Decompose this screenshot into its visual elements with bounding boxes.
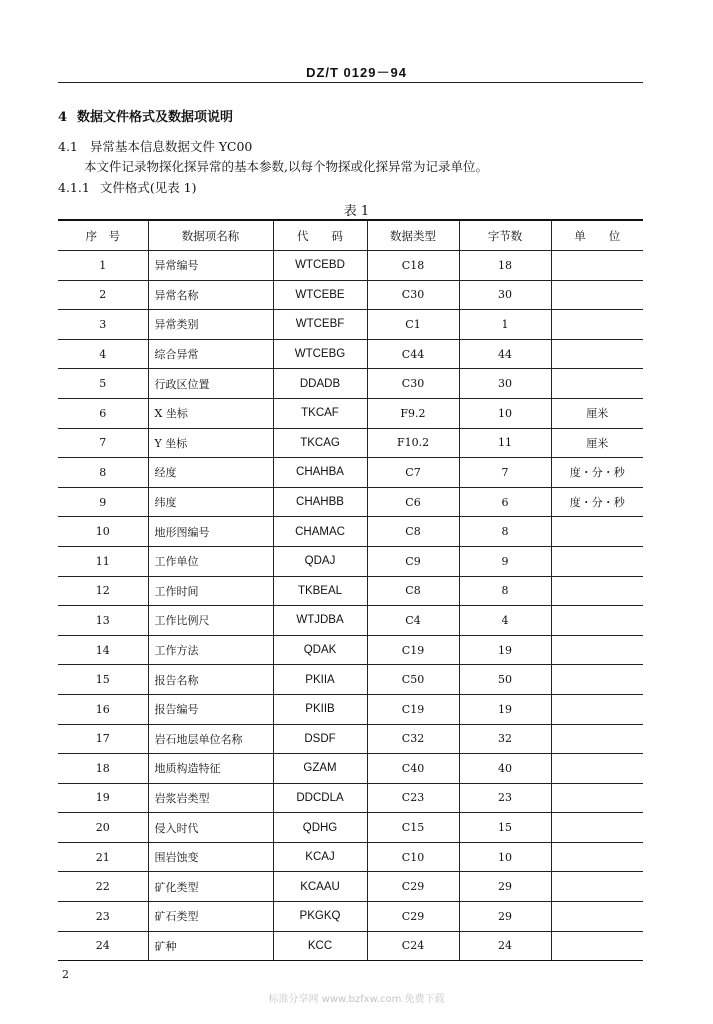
table-row — [58, 369, 643, 399]
cell-bytes: 29 — [459, 872, 551, 902]
table-caption: 表 1 — [343, 204, 370, 219]
cell-item-name: 工作比例尺 — [148, 606, 273, 636]
section-number: 4 — [58, 110, 68, 125]
cell-item-name: 地形图编号 — [148, 517, 273, 547]
cell-seq: 22 — [58, 872, 148, 902]
cell-bytes: 44 — [459, 339, 551, 369]
cell-code: DDCDLA — [273, 783, 367, 813]
cell-data-type: C24 — [367, 931, 459, 961]
cell-unit — [551, 694, 643, 724]
cell-code: KCAJ — [273, 842, 367, 872]
cell-data-type: C32 — [367, 724, 459, 754]
section-title: 文件格式(见表 1) — [99, 180, 197, 195]
cell-seq: 23 — [58, 902, 148, 932]
page-number: 2 — [62, 968, 69, 981]
table-row — [58, 339, 643, 369]
cell-bytes: 6 — [459, 487, 551, 517]
cell-unit — [551, 606, 643, 636]
cell-data-type: C29 — [367, 902, 459, 932]
cell-data-type: F9.2 — [367, 398, 459, 428]
cell-item-name: 异常名称 — [148, 280, 273, 310]
cell-unit — [551, 902, 643, 932]
cell-data-type: C8 — [367, 576, 459, 606]
cell-unit — [551, 546, 643, 576]
column-header: 代 码 — [273, 220, 367, 251]
header-rule — [58, 82, 643, 83]
table-row — [58, 280, 643, 310]
cell-code: TKCAG — [273, 428, 367, 458]
cell-unit — [551, 339, 643, 369]
cell-bytes: 10 — [459, 842, 551, 872]
cell-unit: 厘米 — [551, 428, 643, 458]
standard-code: DZ/T 0129－94 — [306, 65, 407, 80]
cell-code: KCAAU — [273, 872, 367, 902]
cell-bytes: 15 — [459, 813, 551, 843]
table-row — [58, 576, 643, 606]
cell-data-type: C23 — [367, 783, 459, 813]
cell-item-name: 报告名称 — [148, 665, 273, 695]
cell-bytes: 19 — [459, 694, 551, 724]
cell-code: CHAHBA — [273, 458, 367, 488]
cell-unit — [551, 635, 643, 665]
table-row — [58, 902, 643, 932]
cell-bytes: 32 — [459, 724, 551, 754]
cell-unit — [551, 872, 643, 902]
cell-item-name: 综合异常 — [148, 339, 273, 369]
cell-unit — [551, 576, 643, 606]
cell-item-name: 岩浆岩类型 — [148, 783, 273, 813]
cell-code: WTCEBF — [273, 310, 367, 340]
cell-data-type: C29 — [367, 872, 459, 902]
cell-code: TKBEAL — [273, 576, 367, 606]
table-row — [58, 872, 643, 902]
section-number: 4.1 — [58, 139, 78, 154]
cell-seq: 17 — [58, 724, 148, 754]
cell-data-type: C44 — [367, 339, 459, 369]
cell-code: WTCEBG — [273, 339, 367, 369]
data-format-table — [58, 219, 643, 961]
cell-data-type: C6 — [367, 487, 459, 517]
cell-item-name: 围岩蚀变 — [148, 842, 273, 872]
table-row — [58, 724, 643, 754]
table-row — [58, 487, 643, 517]
cell-item-name: Y 坐标 — [148, 428, 273, 458]
column-header: 数据类型 — [367, 220, 459, 251]
column-header: 单 位 — [551, 220, 643, 251]
cell-seq: 14 — [58, 635, 148, 665]
cell-bytes: 7 — [459, 458, 551, 488]
cell-data-type: C30 — [367, 369, 459, 399]
cell-seq: 12 — [58, 576, 148, 606]
cell-item-name: 侵入时代 — [148, 813, 273, 843]
cell-bytes: 23 — [459, 783, 551, 813]
table-row — [58, 694, 643, 724]
cell-seq: 4 — [58, 339, 148, 369]
table-row — [58, 398, 643, 428]
cell-bytes: 30 — [459, 280, 551, 310]
cell-item-name: 经度 — [148, 458, 273, 488]
cell-unit — [551, 783, 643, 813]
cell-bytes: 29 — [459, 902, 551, 932]
cell-seq: 9 — [58, 487, 148, 517]
cell-unit — [551, 251, 643, 281]
cell-unit — [551, 931, 643, 961]
cell-bytes: 1 — [459, 310, 551, 340]
cell-code: TKCAF — [273, 398, 367, 428]
cell-code: QDAK — [273, 635, 367, 665]
watermark: 标准分享网 www.bzfxw.com 免费下载 — [268, 994, 445, 1005]
section-title: 数据文件格式及数据项说明 — [77, 110, 234, 125]
cell-bytes: 11 — [459, 428, 551, 458]
cell-seq: 7 — [58, 428, 148, 458]
cell-unit: 度・分・秒 — [551, 458, 643, 488]
cell-bytes: 18 — [459, 251, 551, 281]
cell-unit — [551, 310, 643, 340]
table-body — [58, 251, 643, 961]
cell-data-type: C19 — [367, 635, 459, 665]
table-row — [58, 931, 643, 961]
cell-item-name: 岩石地层单位名称 — [148, 724, 273, 754]
cell-data-type: C10 — [367, 842, 459, 872]
cell-seq: 20 — [58, 813, 148, 843]
cell-unit — [551, 665, 643, 695]
cell-data-type: C30 — [367, 280, 459, 310]
cell-code: WTJDBA — [273, 606, 367, 636]
cell-seq: 8 — [58, 458, 148, 488]
cell-item-name: 纬度 — [148, 487, 273, 517]
cell-bytes: 9 — [459, 546, 551, 576]
cell-data-type: C8 — [367, 517, 459, 547]
cell-data-type: C1 — [367, 310, 459, 340]
cell-bytes: 4 — [459, 606, 551, 636]
section-number: 4.1.1 — [58, 180, 90, 195]
table-row — [58, 842, 643, 872]
cell-seq: 3 — [58, 310, 148, 340]
cell-data-type: F10.2 — [367, 428, 459, 458]
cell-bytes: 8 — [459, 576, 551, 606]
cell-seq: 10 — [58, 517, 148, 547]
cell-unit: 厘米 — [551, 398, 643, 428]
cell-data-type: C4 — [367, 606, 459, 636]
cell-unit: 度・分・秒 — [551, 487, 643, 517]
cell-data-type: C15 — [367, 813, 459, 843]
cell-item-name: 报告编号 — [148, 694, 273, 724]
cell-data-type: C9 — [367, 546, 459, 576]
cell-item-name: 工作单位 — [148, 546, 273, 576]
cell-unit — [551, 813, 643, 843]
cell-seq: 1 — [58, 251, 148, 281]
cell-bytes: 10 — [459, 398, 551, 428]
table-row — [58, 458, 643, 488]
cell-unit — [551, 369, 643, 399]
cell-item-name: 矿化类型 — [148, 872, 273, 902]
column-header: 字节数 — [459, 220, 551, 251]
cell-item-name: 矿石类型 — [148, 902, 273, 932]
table-row — [58, 635, 643, 665]
cell-bytes: 19 — [459, 635, 551, 665]
cell-item-name: 异常编号 — [148, 251, 273, 281]
column-header: 序 号 — [58, 220, 148, 251]
cell-code: DSDF — [273, 724, 367, 754]
cell-item-name: X 坐标 — [148, 398, 273, 428]
cell-data-type: C50 — [367, 665, 459, 695]
table-row — [58, 310, 643, 340]
cell-data-type: C19 — [367, 694, 459, 724]
section-4-1-heading — [58, 137, 252, 155]
cell-item-name: 异常类别 — [148, 310, 273, 340]
cell-unit — [551, 280, 643, 310]
table-row — [58, 517, 643, 547]
cell-code: PKGKQ — [273, 902, 367, 932]
cell-seq: 16 — [58, 694, 148, 724]
cell-unit — [551, 724, 643, 754]
column-header: 数据项名称 — [148, 220, 273, 251]
cell-data-type: C18 — [367, 251, 459, 281]
cell-seq: 5 — [58, 369, 148, 399]
cell-code: DDADB — [273, 369, 367, 399]
cell-seq: 21 — [58, 842, 148, 872]
cell-code: PKIIA — [273, 665, 367, 695]
cell-bytes: 40 — [459, 754, 551, 784]
cell-bytes: 30 — [459, 369, 551, 399]
cell-seq: 18 — [58, 754, 148, 784]
cell-item-name: 矿种 — [148, 931, 273, 961]
cell-item-name: 地质构造特征 — [148, 754, 273, 784]
table-row — [58, 783, 643, 813]
table-row — [58, 813, 643, 843]
table-header-row — [58, 220, 643, 251]
table-row — [58, 665, 643, 695]
table-row — [58, 251, 643, 281]
cell-code: CHAMAC — [273, 517, 367, 547]
cell-unit — [551, 842, 643, 872]
cell-seq: 13 — [58, 606, 148, 636]
cell-code: GZAM — [273, 754, 367, 784]
cell-unit — [551, 754, 643, 784]
cell-code: KCC — [273, 931, 367, 961]
cell-seq: 11 — [58, 546, 148, 576]
cell-code: QDAJ — [273, 546, 367, 576]
cell-code: WTCEBD — [273, 251, 367, 281]
cell-data-type: C7 — [367, 458, 459, 488]
cell-seq: 15 — [58, 665, 148, 695]
cell-seq: 2 — [58, 280, 148, 310]
table-row — [58, 754, 643, 784]
cell-bytes: 50 — [459, 665, 551, 695]
table-row — [58, 428, 643, 458]
section-title: 异常基本信息数据文件 YC00 — [89, 139, 253, 154]
cell-data-type: C40 — [367, 754, 459, 784]
cell-code: CHAHBB — [273, 487, 367, 517]
section-4-1-1-heading — [58, 178, 197, 196]
cell-bytes: 24 — [459, 931, 551, 961]
cell-seq: 6 — [58, 398, 148, 428]
cell-item-name: 行政区位置 — [148, 369, 273, 399]
section-4-heading — [58, 106, 233, 125]
cell-item-name: 工作方法 — [148, 635, 273, 665]
cell-code: WTCEBE — [273, 280, 367, 310]
cell-code: QDHG — [273, 813, 367, 843]
cell-bytes: 8 — [459, 517, 551, 547]
cell-code: PKIIB — [273, 694, 367, 724]
cell-unit — [551, 517, 643, 547]
table-row — [58, 606, 643, 636]
body-paragraph: 本文件记录物探化探异常的基本参数,以每个物探或化探异常为记录单位。 — [84, 159, 488, 174]
cell-item-name: 工作时间 — [148, 576, 273, 606]
table-row — [58, 546, 643, 576]
cell-seq: 19 — [58, 783, 148, 813]
cell-seq: 24 — [58, 931, 148, 961]
